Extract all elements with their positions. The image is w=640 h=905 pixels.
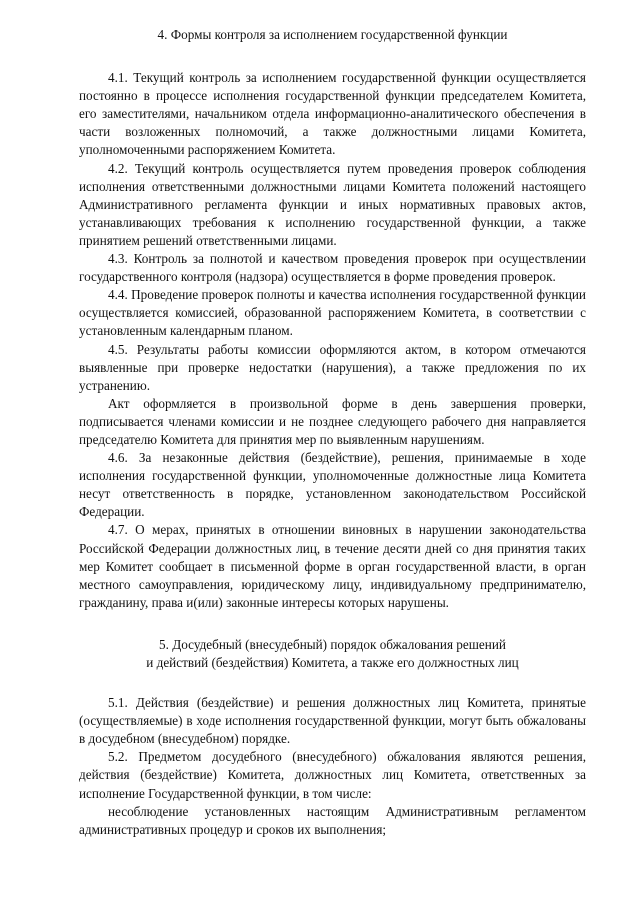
paragraph-4-4: 4.4. Проведение проверок полноты и качества исполнения государственной функции осуществляется комиссией, образованной распоряжением Комитета, в соответствии с установленным календарным планом. <box>79 287 586 339</box>
paragraph-4-2: 4.2. Текущий контроль осуществляется путем проведения проверок соблюдения исполнения ответственными должностными лицами Комитета положений настоящего Административного регламента функции и иных нормативных правовых актов, устанавливающих требования к исполнению государственной функции, а также принятием решений ответственными лицами. <box>79 160 586 248</box>
paragraph-4-6: 4.6. За незаконные действия (бездействие), решения, принимаемые в ходе исполнения государственной функции, уполномоченные должностные лица Комитета несут ответственность в порядке, установленном законодательством Российской Федерации. <box>79 450 586 520</box>
section-5-title <box>79 636 586 672</box>
paragraph-4-3: 4.3. Контроль за полнотой и качеством проведения проверок при осуществлении государственного контроля (надзора) осуществляется в форме проведения проверок. <box>79 251 586 285</box>
section-4-title: 4. Формы контроля за исполнением государственной функции <box>157 27 508 42</box>
paragraph-act: Акт оформляется в произвольной форме в день завершения проверки, подписывается членами комиссии и не позднее следующего рабочего дня направляется председателю Комитета для принятия мер по выявленным нарушениям. <box>79 395 586 447</box>
paragraph-5-1: 5.1. Действия (бездействие) и решения должностных лиц Комитета, принятые (осуществляемые) в ходе исполнения государственной функции, могут быть обжалованы в досудебном (внесудебном) порядке. <box>79 695 586 747</box>
paragraph-5-2: 5.2. Предметом досудебного (внесудебного) обжалования являются решения, действия (бездействие) Комитета, должностных лиц Комитета, ответственных за исполнение Государственной функции, в том числе: <box>79 749 586 801</box>
paragraph-4-5: 4.5. Результаты работы комиссии оформляются актом, в котором отмечаются выявленные при проверке недостатки (нарушения), а также предложения по их устранению. <box>79 341 586 393</box>
section-5-title-line-2: и действий (бездействия) Комитета, а также его должностных лиц <box>146 655 519 670</box>
section-5-title-line-1: 5. Досудебный (внесудебный) порядок обжалования решений <box>159 636 506 652</box>
paragraph-4-7: 4.7. О мерах, принятых в отношении виновных в нарушении законодательства Российской Федерации должностных лиц, в течение десяти дней со дня принятия таких мер Комитет сообщает в письменной форме в орган государственной власти, в орган местного самоуправления, юридическому лицу, индивидуальному предпринимателю, гражданину, права и(или) законные интересы которых нарушены. <box>79 522 586 610</box>
paragraph-5-2-item: несоблюдение установленных настоящим Административным регламентом административных процедур и сроков их выполнения; <box>79 803 586 837</box>
paragraph-4-1: 4.1. Текущий контроль за исполнением государственной функции осуществляется постоянно в процессе исполнения государственной функции председателем Комитета, его заместителями, начальником отдела информационно-аналитического обеспечения в части возложенных полномочий, а также должностными лицами Комитета, уполномоченными распоряжением Комитета. <box>79 70 586 158</box>
